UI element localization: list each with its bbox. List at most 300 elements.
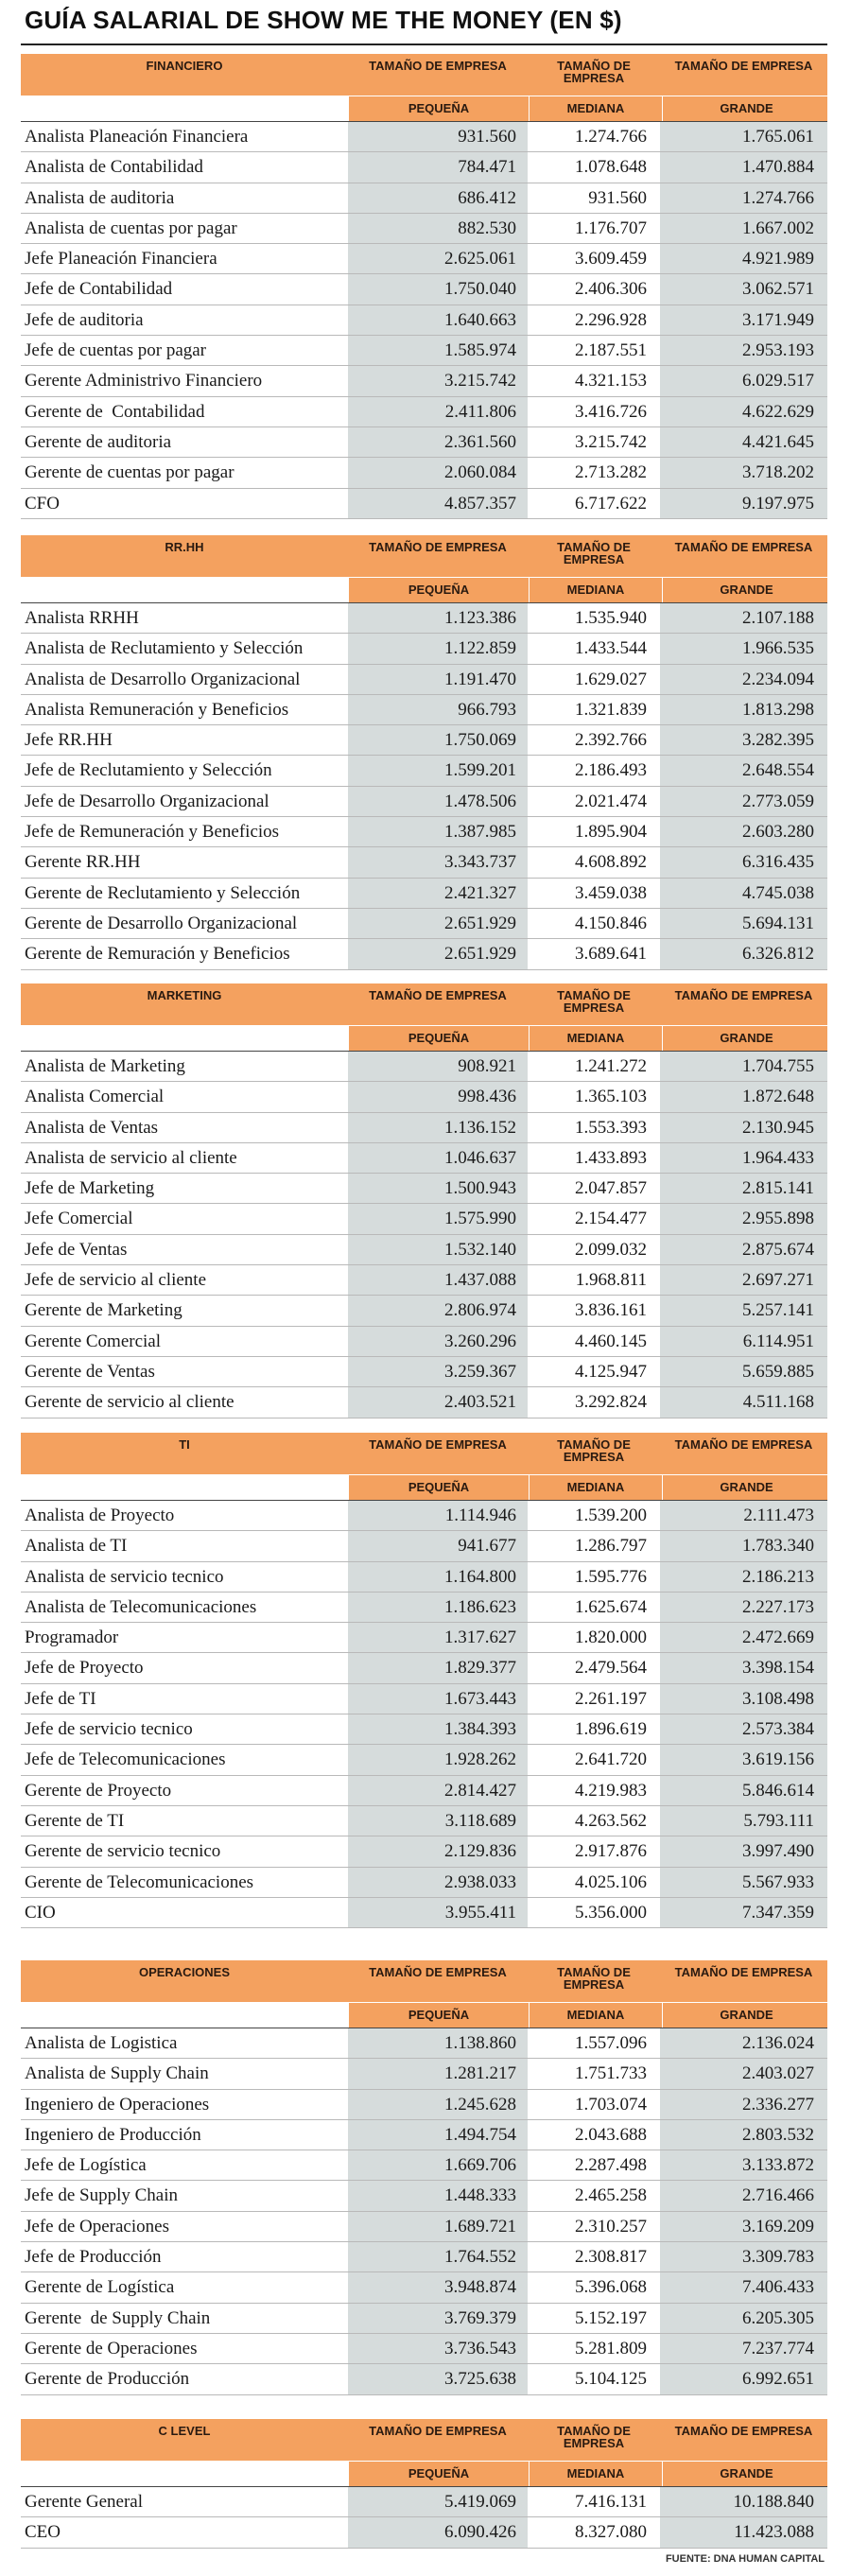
table-section bbox=[21, 54, 827, 519]
salary-cell: 2.310.257 bbox=[575, 2216, 647, 2237]
salary-cell: 2.287.498 bbox=[575, 2155, 647, 2176]
column-size-label: MEDIANA bbox=[530, 1026, 663, 1051]
table-row bbox=[21, 2364, 827, 2394]
salary-cell: 2.186.213 bbox=[660, 1562, 827, 1592]
position-cell: Ingeniero de Operaciones bbox=[25, 2094, 210, 2115]
section-title: RR.HH bbox=[165, 540, 204, 554]
salary-cell: 1.433.893 bbox=[575, 1147, 647, 1168]
salary-cell: 1.114.946 bbox=[348, 1501, 528, 1530]
salary-cell: 3.062.571 bbox=[660, 274, 827, 304]
salary-cell: 8.327.080 bbox=[575, 2522, 647, 2543]
salary-cell: 2.875.674 bbox=[660, 1235, 827, 1264]
salary-cell: 2.479.564 bbox=[575, 1658, 647, 1679]
salary-cell: 3.169.209 bbox=[660, 2212, 827, 2241]
salary-cell: 2.411.806 bbox=[348, 397, 528, 426]
salary-cell: 2.641.720 bbox=[575, 1749, 647, 1770]
salary-cell: 1.585.974 bbox=[348, 336, 528, 365]
table-row bbox=[21, 1327, 827, 1357]
salary-cell: 1.595.776 bbox=[575, 1566, 647, 1587]
salary-cell: 2.472.669 bbox=[660, 1623, 827, 1652]
salary-cell: 1.123.386 bbox=[348, 603, 528, 633]
column-header: TAMAÑO DE EMPRESA bbox=[557, 59, 631, 85]
salary-cell: 2.573.384 bbox=[660, 1714, 827, 1744]
salary-cell: 1.286.797 bbox=[575, 1536, 647, 1557]
salary-cell: 4.263.562 bbox=[575, 1810, 647, 1831]
salary-cell: 2.336.277 bbox=[660, 2090, 827, 2119]
salary-cell: 1.365.103 bbox=[575, 1087, 647, 1107]
position-cell: Gerente de servicio al cliente bbox=[25, 1392, 234, 1413]
table-row bbox=[21, 1357, 827, 1387]
position-cell: Analista Planeación Financiera bbox=[25, 127, 249, 147]
salary-cell: 1.470.884 bbox=[660, 152, 827, 182]
position-cell: Analista de Supply Chain bbox=[25, 2063, 209, 2084]
salary-cell: 4.025.106 bbox=[575, 1871, 647, 1892]
position-cell: Jefe de Supply Chain bbox=[25, 2185, 179, 2206]
table-header bbox=[21, 1960, 827, 2003]
column-size-label: MEDIANA bbox=[530, 96, 663, 121]
column-header: TAMAÑO DE EMPRESA bbox=[557, 1437, 631, 1464]
position-cell: Jefe de TI bbox=[25, 1688, 96, 1709]
position-cell: Jefe de Proyecto bbox=[25, 1658, 144, 1679]
column-size-label: GRANDE bbox=[720, 2008, 773, 2022]
salary-cell: 1.448.333 bbox=[348, 2181, 528, 2210]
salary-cell: 1.872.648 bbox=[660, 1082, 827, 1111]
table-row bbox=[21, 336, 827, 366]
salary-cell: 5.396.068 bbox=[575, 2277, 647, 2298]
position-cell: Jefe de Producción bbox=[25, 2247, 162, 2268]
section-title: C LEVEL bbox=[158, 2424, 211, 2438]
salary-cell: 1.494.754 bbox=[348, 2120, 528, 2150]
table-row bbox=[21, 1113, 827, 1143]
table-row bbox=[21, 756, 827, 786]
salary-cell: 2.187.551 bbox=[575, 340, 647, 361]
column-size-label: MEDIANA bbox=[530, 578, 663, 602]
position-cell: Jefe de Operaciones bbox=[25, 2216, 169, 2237]
salary-cell: 2.154.477 bbox=[575, 1209, 647, 1229]
salary-cell: 4.421.645 bbox=[660, 427, 827, 457]
salary-cell: 2.107.188 bbox=[660, 603, 827, 633]
salary-cell: 3.171.949 bbox=[660, 305, 827, 335]
table-row bbox=[21, 1296, 827, 1326]
table-row bbox=[21, 665, 827, 695]
salary-cell: 3.282.395 bbox=[660, 725, 827, 755]
table-row bbox=[21, 787, 827, 817]
salary-cell: 10.188.840 bbox=[660, 2487, 827, 2516]
table-row bbox=[21, 909, 827, 939]
salary-cell: 2.361.560 bbox=[348, 427, 528, 457]
salary-cell: 3.836.161 bbox=[575, 1300, 647, 1321]
table-row bbox=[21, 1501, 827, 1531]
salary-cell: 2.296.928 bbox=[575, 309, 647, 330]
salary-cell: 2.603.280 bbox=[660, 817, 827, 846]
salary-cell: 3.948.874 bbox=[348, 2272, 528, 2302]
position-cell: Jefe de servicio tecnico bbox=[25, 1719, 193, 1740]
position-cell: Gerente de Telecomunicaciones bbox=[25, 1871, 254, 1892]
table-row bbox=[21, 1745, 827, 1775]
position-cell: Gerente de cuentas por pagar bbox=[25, 462, 234, 483]
salary-cell: 1.191.470 bbox=[348, 665, 528, 694]
salary-cell: 882.530 bbox=[348, 214, 528, 243]
position-cell: CEO bbox=[25, 2522, 61, 2543]
table-row bbox=[21, 2212, 827, 2242]
table-row bbox=[21, 122, 827, 152]
salary-cell: 784.471 bbox=[348, 152, 528, 182]
salary-cell: 11.423.088 bbox=[660, 2517, 827, 2547]
salary-cell: 3.215.742 bbox=[348, 366, 528, 395]
table-row bbox=[21, 1082, 827, 1112]
subheader-blank bbox=[21, 2003, 348, 2028]
table-row bbox=[21, 1653, 827, 1683]
column-header: TAMAÑO DE EMPRESA bbox=[369, 988, 507, 1002]
section-title: MARKETING bbox=[147, 988, 222, 1002]
salary-cell: 2.060.084 bbox=[348, 458, 528, 487]
column-header: TAMAÑO DE EMPRESA bbox=[557, 988, 631, 1015]
salary-cell: 1.186.623 bbox=[348, 1593, 528, 1622]
salary-cell: 7.406.433 bbox=[660, 2272, 827, 2302]
salary-cell: 4.745.038 bbox=[660, 879, 827, 908]
salary-cell: 1.599.201 bbox=[348, 756, 528, 785]
position-cell: Gerente de Ventas bbox=[25, 1361, 155, 1382]
position-cell: Analista de cuentas por pagar bbox=[25, 218, 237, 238]
table-row bbox=[21, 879, 827, 909]
salary-cell: 686.412 bbox=[348, 183, 528, 213]
table-row bbox=[21, 2304, 827, 2334]
column-header: TAMAÑO DE EMPRESA bbox=[674, 540, 813, 554]
salary-cell: 1.764.552 bbox=[348, 2242, 528, 2271]
column-header: TAMAÑO DE EMPRESA bbox=[674, 1437, 813, 1452]
salary-cell: 3.416.726 bbox=[575, 401, 647, 422]
salary-cell: 2.773.059 bbox=[660, 787, 827, 816]
salary-cell: 2.625.061 bbox=[348, 244, 528, 273]
position-cell: Analista de servicio al cliente bbox=[25, 1147, 237, 1168]
salary-cell: 1.669.706 bbox=[348, 2150, 528, 2180]
salary-cell: 3.259.367 bbox=[348, 1357, 528, 1386]
table-row bbox=[21, 214, 827, 244]
salary-cell: 1.640.663 bbox=[348, 305, 528, 335]
table-row bbox=[21, 2181, 827, 2211]
salary-cell: 2.651.929 bbox=[348, 909, 528, 938]
table-row bbox=[21, 274, 827, 305]
table-section bbox=[21, 2419, 827, 2549]
table-row bbox=[21, 397, 827, 427]
column-header: TAMAÑO DE EMPRESA bbox=[674, 988, 813, 1002]
position-cell: Gerente Administrivo Financiero bbox=[25, 371, 263, 392]
position-cell: Analista RRHH bbox=[25, 608, 139, 628]
salary-cell: 1.896.619 bbox=[575, 1719, 647, 1740]
salary-cell: 941.677 bbox=[348, 1531, 528, 1560]
salary-cell: 4.321.153 bbox=[575, 371, 647, 392]
salary-cell: 4.460.145 bbox=[575, 1331, 647, 1351]
salary-cell: 3.769.379 bbox=[348, 2304, 528, 2333]
salary-cell: 2.815.141 bbox=[660, 1174, 827, 1203]
salary-cell: 3.459.038 bbox=[575, 882, 647, 903]
salary-cell: 1.553.393 bbox=[575, 1117, 647, 1138]
salary-cell: 9.197.975 bbox=[660, 489, 827, 518]
salary-cell: 2.406.306 bbox=[575, 279, 647, 300]
salary-cell: 5.356.000 bbox=[575, 1902, 647, 1923]
table-row bbox=[21, 2272, 827, 2303]
position-cell: Analista de auditoria bbox=[25, 187, 175, 208]
salary-cell: 4.857.357 bbox=[348, 489, 528, 518]
salary-cell: 2.713.282 bbox=[575, 462, 647, 483]
table-row bbox=[21, 2120, 827, 2150]
table-row bbox=[21, 1806, 827, 1836]
column-header: TAMAÑO DE EMPRESA bbox=[557, 2424, 631, 2450]
salary-cell: 2.697.271 bbox=[660, 1265, 827, 1295]
salary-cell: 2.392.766 bbox=[575, 730, 647, 751]
position-cell: Gerente de TI bbox=[25, 1810, 125, 1831]
subheader-blank bbox=[21, 1475, 348, 1500]
salary-cell: 3.725.638 bbox=[348, 2364, 528, 2393]
column-size-label: PEQUEÑA bbox=[348, 1026, 530, 1051]
position-cell: Gerente de Contabilidad bbox=[25, 401, 205, 422]
salary-cell: 1.966.535 bbox=[660, 634, 827, 663]
salary-cell: 3.343.737 bbox=[348, 847, 528, 877]
table-row bbox=[21, 1898, 827, 1928]
position-cell: Gerente de Remuración y Beneficios bbox=[25, 944, 290, 965]
table-subheader bbox=[21, 1475, 827, 1501]
table-row bbox=[21, 2242, 827, 2272]
column-size-label: GRANDE bbox=[720, 583, 773, 597]
table-row bbox=[21, 1265, 827, 1296]
salary-cell: 2.021.474 bbox=[575, 791, 647, 811]
salary-cell: 3.955.411 bbox=[348, 1898, 528, 1927]
table-section bbox=[21, 535, 827, 970]
table-subheader bbox=[21, 1026, 827, 1052]
salary-cell: 2.716.466 bbox=[660, 2181, 827, 2210]
salary-cell: 1.557.096 bbox=[575, 2033, 647, 2053]
table-row bbox=[21, 2090, 827, 2120]
salary-cell: 931.560 bbox=[348, 122, 528, 151]
position-cell: Analista de servicio tecnico bbox=[25, 1566, 224, 1587]
position-cell: CIO bbox=[25, 1902, 56, 1923]
salary-cell: 1.750.069 bbox=[348, 725, 528, 755]
salary-cell: 966.793 bbox=[348, 695, 528, 724]
table-row bbox=[21, 305, 827, 336]
table-header bbox=[21, 983, 827, 1026]
table-row bbox=[21, 2150, 827, 2181]
salary-cell: 5.281.809 bbox=[575, 2338, 647, 2358]
position-cell: Analista de Marketing bbox=[25, 1056, 185, 1076]
salary-cell: 1.274.766 bbox=[575, 127, 647, 147]
table-row bbox=[21, 2028, 827, 2059]
position-cell: Gerente de auditoria bbox=[25, 431, 172, 452]
salary-cell: 4.511.168 bbox=[660, 1387, 827, 1417]
position-cell: CFO bbox=[25, 493, 60, 513]
table-row bbox=[21, 1235, 827, 1265]
table-section bbox=[21, 983, 827, 1419]
salary-cell: 1.122.859 bbox=[348, 634, 528, 663]
table-subheader bbox=[21, 2462, 827, 2487]
position-cell: Jefe de Contabilidad bbox=[25, 279, 173, 300]
salary-cell: 2.227.173 bbox=[660, 1593, 827, 1622]
salary-cell: 2.917.876 bbox=[575, 1841, 647, 1862]
salary-cell: 1.317.627 bbox=[348, 1623, 528, 1652]
position-cell: Jefe de Remuneración y Beneficios bbox=[25, 822, 280, 843]
salary-cell: 5.257.141 bbox=[660, 1296, 827, 1325]
salary-cell: 3.689.641 bbox=[575, 944, 647, 965]
salary-cell: 1.539.200 bbox=[575, 1506, 647, 1525]
section-title: FINANCIERO bbox=[146, 59, 223, 73]
salary-cell: 1.433.544 bbox=[575, 638, 647, 659]
column-size-label: PEQUEÑA bbox=[348, 1475, 530, 1500]
column-header: TAMAÑO DE EMPRESA bbox=[557, 1965, 631, 1992]
section-title: TI bbox=[179, 1437, 190, 1452]
table-row bbox=[21, 695, 827, 725]
column-header: TAMAÑO DE EMPRESA bbox=[674, 2424, 813, 2438]
position-cell: Gerente de Marketing bbox=[25, 1300, 182, 1321]
column-header: TAMAÑO DE EMPRESA bbox=[369, 1437, 507, 1452]
position-cell: Gerente de Operaciones bbox=[25, 2338, 198, 2358]
salary-cell: 2.955.898 bbox=[660, 1204, 827, 1233]
position-cell: Analista de Proyecto bbox=[25, 1506, 175, 1525]
salary-cell: 1.164.800 bbox=[348, 1562, 528, 1592]
position-cell: Jefe de cuentas por pagar bbox=[25, 340, 207, 361]
salary-cell: 2.651.929 bbox=[348, 939, 528, 968]
salary-cell: 2.099.032 bbox=[575, 1239, 647, 1260]
table-row bbox=[21, 489, 827, 519]
column-size-label: MEDIANA bbox=[530, 2462, 663, 2486]
salary-cell: 1.751.733 bbox=[575, 2063, 647, 2084]
column-size-label: MEDIANA bbox=[530, 2003, 663, 2028]
salary-cell: 3.309.783 bbox=[660, 2242, 827, 2271]
position-cell: Gerente RR.HH bbox=[25, 852, 141, 873]
subheader-blank bbox=[21, 96, 348, 121]
salary-cell: 2.465.258 bbox=[575, 2185, 647, 2206]
column-header: TAMAÑO DE EMPRESA bbox=[557, 540, 631, 566]
table-row bbox=[21, 2059, 827, 2089]
salary-cell: 2.953.193 bbox=[660, 336, 827, 365]
position-cell: Analista de Desarrollo Organizacional bbox=[25, 669, 301, 689]
salary-cell: 1.625.674 bbox=[575, 1596, 647, 1617]
source-note: FUENTE: DNA HUMAN CAPITAL bbox=[665, 2553, 825, 2565]
salary-cell: 2.047.857 bbox=[575, 1178, 647, 1199]
table-row bbox=[21, 1593, 827, 1623]
salary-cell: 3.260.296 bbox=[348, 1327, 528, 1356]
table-section bbox=[21, 1960, 827, 2395]
table-header bbox=[21, 2419, 827, 2462]
salary-cell: 4.219.983 bbox=[575, 1780, 647, 1801]
position-cell: Gerente de Supply Chain bbox=[25, 2307, 211, 2328]
page-title: GUÍA SALARIAL DE SHOW ME THE MONEY (EN $) bbox=[25, 6, 622, 34]
table-row bbox=[21, 1684, 827, 1714]
salary-cell: 5.694.131 bbox=[660, 909, 827, 938]
table-subheader bbox=[21, 2003, 827, 2028]
salary-cell: 2.261.197 bbox=[575, 1688, 647, 1709]
table-subheader bbox=[21, 96, 827, 122]
position-cell: Jefe Comercial bbox=[25, 1209, 133, 1229]
salary-cell: 1.384.393 bbox=[348, 1714, 528, 1744]
column-size-label: GRANDE bbox=[720, 1480, 773, 1494]
position-cell: Jefe de Logística bbox=[25, 2155, 147, 2176]
subheader-blank bbox=[21, 578, 348, 602]
table-header bbox=[21, 535, 827, 578]
column-header: TAMAÑO DE EMPRESA bbox=[674, 59, 813, 73]
table-row bbox=[21, 847, 827, 878]
column-header: TAMAÑO DE EMPRESA bbox=[369, 2424, 507, 2438]
table-row bbox=[21, 366, 827, 396]
salary-cell: 4.150.846 bbox=[575, 913, 647, 933]
salary-cell: 1.321.839 bbox=[575, 699, 647, 720]
salary-cell: 1.820.000 bbox=[575, 1627, 647, 1648]
salary-cell: 6.316.435 bbox=[660, 847, 827, 877]
position-cell: Ingeniero de Producción bbox=[25, 2124, 201, 2145]
title-divider bbox=[21, 44, 827, 45]
column-header: TAMAÑO DE EMPRESA bbox=[369, 540, 507, 554]
salary-cell: 1.535.940 bbox=[575, 608, 647, 628]
table-row bbox=[21, 1204, 827, 1234]
table-section bbox=[21, 1433, 827, 1928]
table-row bbox=[21, 1387, 827, 1418]
salary-cell: 1.437.088 bbox=[348, 1265, 528, 1295]
position-cell: Gerente Comercial bbox=[25, 1331, 162, 1351]
salary-cell: 2.421.327 bbox=[348, 879, 528, 908]
table-row bbox=[21, 1562, 827, 1593]
salary-cell: 1.895.904 bbox=[575, 822, 647, 843]
salary-cell: 2.648.554 bbox=[660, 756, 827, 785]
table-row bbox=[21, 1531, 827, 1561]
salary-cell: 1.176.707 bbox=[575, 218, 647, 238]
column-size-label: MEDIANA bbox=[530, 1475, 663, 1500]
salary-cell: 1.703.074 bbox=[575, 2094, 647, 2115]
salary-cell: 4.921.989 bbox=[660, 244, 827, 273]
table-row bbox=[21, 2334, 827, 2364]
salary-cell: 3.997.490 bbox=[660, 1836, 827, 1866]
salary-cell: 2.814.427 bbox=[348, 1776, 528, 1805]
position-cell: Analista de Telecomunicaciones bbox=[25, 1596, 257, 1617]
salary-cell: 1.704.755 bbox=[660, 1052, 827, 1081]
salary-cell: 1.964.433 bbox=[660, 1143, 827, 1173]
table-row bbox=[21, 1623, 827, 1653]
position-cell: Jefe de Ventas bbox=[25, 1239, 128, 1260]
salary-cell: 2.806.974 bbox=[348, 1296, 528, 1325]
position-cell: Gerente de Producción bbox=[25, 2369, 190, 2390]
salary-cell: 4.125.947 bbox=[575, 1361, 647, 1382]
salary-cell: 1.689.721 bbox=[348, 2212, 528, 2241]
salary-cell: 3.292.824 bbox=[575, 1392, 647, 1413]
position-cell: Jefe de Reclutamiento y Selección bbox=[25, 760, 272, 781]
salary-cell: 1.765.061 bbox=[660, 122, 827, 151]
salary-cell: 1.241.272 bbox=[575, 1056, 647, 1076]
column-size-label: PEQUEÑA bbox=[348, 2462, 530, 2486]
table-row bbox=[21, 244, 827, 274]
table-row bbox=[21, 1836, 827, 1867]
salary-cell: 3.215.742 bbox=[575, 431, 647, 452]
table-row bbox=[21, 427, 827, 458]
column-header: TAMAÑO DE EMPRESA bbox=[369, 1965, 507, 1979]
position-cell: Analista de Contabilidad bbox=[25, 157, 203, 178]
salary-cell: 6.029.517 bbox=[660, 366, 827, 395]
table-row bbox=[21, 725, 827, 756]
column-size-label: GRANDE bbox=[720, 2466, 773, 2480]
table-row bbox=[21, 1143, 827, 1174]
salary-cell: 2.043.688 bbox=[575, 2124, 647, 2145]
salary-cell: 1.136.152 bbox=[348, 1113, 528, 1142]
table-row bbox=[21, 152, 827, 183]
salary-cell: 5.846.614 bbox=[660, 1776, 827, 1805]
salary-cell: 7.347.359 bbox=[660, 1898, 827, 1927]
salary-cell: 1.500.943 bbox=[348, 1174, 528, 1203]
table-row bbox=[21, 1776, 827, 1806]
position-cell: Programador bbox=[25, 1627, 119, 1648]
position-cell: Analista de Reclutamiento y Selección bbox=[25, 638, 304, 659]
salary-cell: 2.308.817 bbox=[575, 2247, 647, 2268]
salary-cell: 7.416.131 bbox=[575, 2492, 647, 2512]
salary-cell: 2.403.027 bbox=[660, 2059, 827, 2088]
position-cell: Gerente de Proyecto bbox=[25, 1780, 172, 1801]
salary-cell: 1.478.506 bbox=[348, 787, 528, 816]
position-cell: Gerente de Logística bbox=[25, 2277, 175, 2298]
